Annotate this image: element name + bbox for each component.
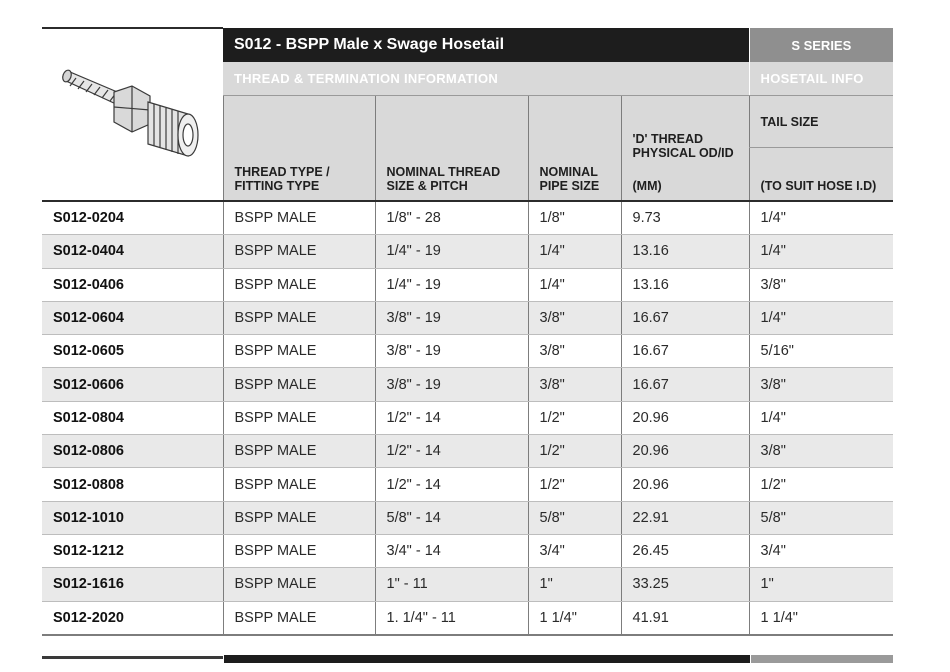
- cell-part-number: S012-0804: [42, 401, 223, 434]
- cell-thread-type: BSPP MALE: [223, 368, 375, 401]
- cell-thread-od: 20.96: [621, 435, 749, 468]
- cell-thread-size: 1/2" - 14: [375, 435, 528, 468]
- hosetail-fitting-icon: [52, 52, 212, 172]
- cell-tail-size: 3/4": [749, 534, 893, 567]
- cell-tail-size: 5/8": [749, 501, 893, 534]
- cell-thread-od: 16.67: [621, 368, 749, 401]
- cell-thread-size: 1" - 11: [375, 568, 528, 601]
- colhead-nominal-thread: NOMINAL THREAD SIZE & PITCH: [375, 96, 528, 202]
- cell-part-number: S012-0606: [42, 368, 223, 401]
- cell-thread-size: 1/8" - 28: [375, 201, 528, 235]
- cell-pipe-size: 1/2": [528, 401, 621, 434]
- cell-part-number: S012-0806: [42, 435, 223, 468]
- cell-thread-size: 1/2" - 14: [375, 468, 528, 501]
- section-thread-info: THREAD & TERMINATION INFORMATION: [223, 62, 749, 96]
- product-title: S012 - BSPP Male x Swage Hosetail: [223, 28, 749, 62]
- cell-thread-od: 13.16: [621, 268, 749, 301]
- cell-thread-type: BSPP MALE: [223, 435, 375, 468]
- cell-thread-type: BSPP MALE: [223, 468, 375, 501]
- cell-thread-od: 16.67: [621, 335, 749, 368]
- cell-thread-type: BSPP MALE: [223, 568, 375, 601]
- cell-pipe-size: 1/4": [528, 235, 621, 268]
- cell-tail-size: 3/8": [749, 268, 893, 301]
- section-hosetail-info: HOSETAIL INFO: [749, 62, 893, 96]
- cell-thread-size: 3/4" - 14: [375, 534, 528, 567]
- cell-tail-size: 1 1/4": [749, 601, 893, 635]
- cell-tail-size: 3/8": [749, 435, 893, 468]
- cell-tail-size: 5/16": [749, 335, 893, 368]
- table-row: [42, 301, 893, 334]
- table-row: [42, 268, 893, 301]
- cell-thread-od: 13.16: [621, 235, 749, 268]
- cell-part-number: S012-1616: [42, 568, 223, 601]
- cell-thread-size: 1/4" - 19: [375, 235, 528, 268]
- table-row: [42, 468, 893, 501]
- table-row: [42, 435, 893, 468]
- cell-tail-size: 1": [749, 568, 893, 601]
- cell-thread-type: BSPP MALE: [223, 501, 375, 534]
- footer-bar: [42, 655, 893, 663]
- cell-thread-size: 3/8" - 19: [375, 301, 528, 334]
- cell-thread-type: BSPP MALE: [223, 301, 375, 334]
- cell-thread-type: BSPP MALE: [223, 235, 375, 268]
- cell-thread-type: BSPP MALE: [223, 335, 375, 368]
- table-row: [42, 235, 893, 268]
- colhead-d-thread: 'D' THREAD PHYSICAL OD/ID (MM): [621, 96, 749, 202]
- cell-part-number: S012-0204: [42, 201, 223, 235]
- cell-pipe-size: 3/8": [528, 368, 621, 401]
- cell-thread-type: BSPP MALE: [223, 401, 375, 434]
- table-row: [42, 368, 893, 401]
- cell-part-number: S012-0808: [42, 468, 223, 501]
- table-row: [42, 601, 893, 635]
- table-row: [42, 401, 893, 434]
- series-badge: S SERIES: [749, 28, 893, 62]
- table-row: [42, 534, 893, 567]
- cell-tail-size: 1/4": [749, 235, 893, 268]
- cell-thread-type: BSPP MALE: [223, 601, 375, 635]
- cell-part-number: S012-1212: [42, 534, 223, 567]
- cell-pipe-size: 1/8": [528, 201, 621, 235]
- cell-pipe-size: 3/8": [528, 335, 621, 368]
- cell-thread-size: 1. 1/4" - 11: [375, 601, 528, 635]
- colhead-nominal-pipe: NOMINAL PIPE SIZE: [528, 96, 621, 202]
- cell-thread-od: 20.96: [621, 468, 749, 501]
- cell-thread-od: 26.45: [621, 534, 749, 567]
- table-row: [42, 201, 893, 235]
- table-row: [42, 568, 893, 601]
- cell-pipe-size: 1": [528, 568, 621, 601]
- cell-thread-type: BSPP MALE: [223, 534, 375, 567]
- cell-tail-size: 1/4": [749, 401, 893, 434]
- cell-tail-size: 1/4": [749, 201, 893, 235]
- cell-pipe-size: 1/2": [528, 435, 621, 468]
- cell-thread-size: 3/8" - 19: [375, 368, 528, 401]
- cell-tail-size: 3/8": [749, 368, 893, 401]
- cell-thread-size: 1/4" - 19: [375, 268, 528, 301]
- cell-pipe-size: 3/4": [528, 534, 621, 567]
- footer-bar-left: [42, 656, 223, 659]
- cell-thread-od: 22.91: [621, 501, 749, 534]
- cell-thread-od: 20.96: [621, 401, 749, 434]
- table-row: [42, 501, 893, 534]
- cell-pipe-size: 5/8": [528, 501, 621, 534]
- cell-thread-od: 16.67: [621, 301, 749, 334]
- cell-tail-size: 1/2": [749, 468, 893, 501]
- cell-part-number: S012-0404: [42, 235, 223, 268]
- cell-thread-od: 9.73: [621, 201, 749, 235]
- spec-table: [42, 27, 893, 636]
- fitting-image: [42, 28, 223, 201]
- spec-rows: [42, 201, 893, 635]
- cell-pipe-size: 1/4": [528, 268, 621, 301]
- cell-part-number: S012-2020: [42, 601, 223, 635]
- product-spec-sheet: [42, 27, 893, 636]
- cell-tail-size: 1/4": [749, 301, 893, 334]
- cell-thread-size: 1/2" - 14: [375, 401, 528, 434]
- footer-bar-right: [751, 655, 893, 663]
- cell-pipe-size: 1/2": [528, 468, 621, 501]
- footer-bar-middle: [224, 655, 750, 663]
- cell-thread-od: 41.91: [621, 601, 749, 635]
- cell-thread-type: BSPP MALE: [223, 268, 375, 301]
- table-row: [42, 335, 893, 368]
- colhead-tail-note: (TO SUIT HOSE I.D): [749, 148, 893, 202]
- cell-part-number: S012-0406: [42, 268, 223, 301]
- cell-part-number: S012-1010: [42, 501, 223, 534]
- cell-thread-type: BSPP MALE: [223, 201, 375, 235]
- cell-pipe-size: 1 1/4": [528, 601, 621, 635]
- cell-thread-size: 5/8" - 14: [375, 501, 528, 534]
- cell-pipe-size: 3/8": [528, 301, 621, 334]
- colhead-tail-size: TAIL SIZE: [749, 96, 893, 148]
- cell-part-number: S012-0605: [42, 335, 223, 368]
- cell-thread-od: 33.25: [621, 568, 749, 601]
- cell-thread-size: 3/8" - 19: [375, 335, 528, 368]
- cell-part-number: S012-0604: [42, 301, 223, 334]
- colhead-thread-type: THREAD TYPE / FITTING TYPE: [223, 96, 375, 202]
